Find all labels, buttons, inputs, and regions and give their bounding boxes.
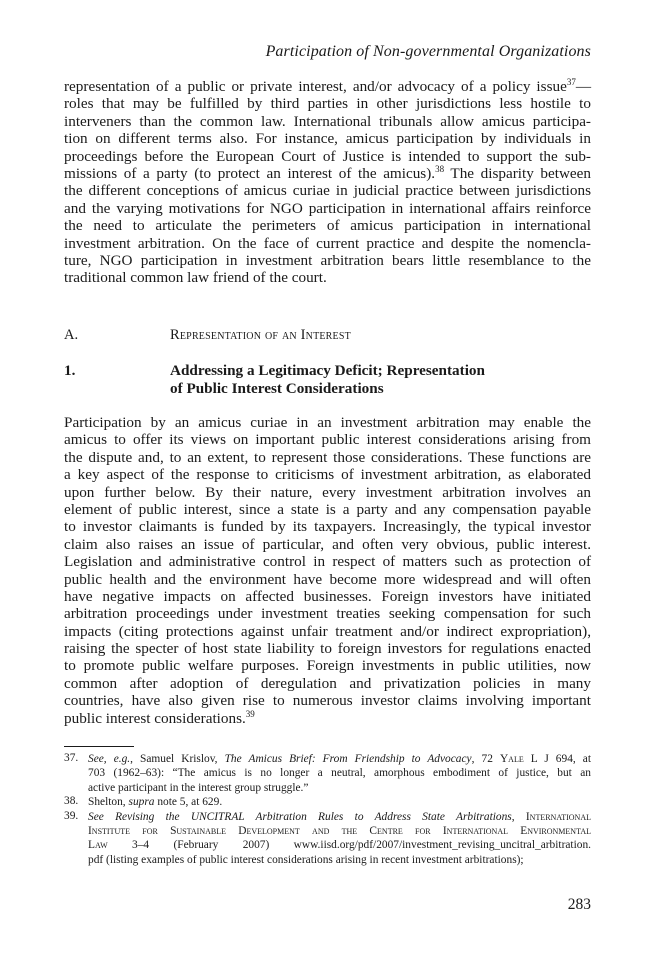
subsection-title: Addressing a Legitimacy Deficit; Representation of Public Interest Considerations [170, 362, 485, 397]
footnote-37: 37. See, e.g., Samuel Krislov, The Amicus Brief: From Friendship to Advocacy, 72 Yale L J 694, at 703 (1962–63): “The amicus is no longer a neutral, amorphous embodiment of justice, but an active participant in the interest group struggle.” [64, 752, 592, 794]
footnote-ref-37[interactable]: 37 [566, 77, 576, 87]
footnote-ref-38[interactable]: 38 [435, 163, 445, 174]
footnote-divider [64, 746, 134, 747]
text-line: the dispute and, to an extent, to represent those considerations. These functions are [64, 448, 591, 466]
text-line: have negative impacts on affected businesses. Foreign investors have initiated [64, 587, 591, 605]
footnote-ref-39[interactable]: 39 [245, 708, 255, 719]
running-head: Participation of Non-governmental Organizations [265, 43, 591, 60]
section-number: A. [64, 327, 79, 343]
text-line: traditional common law friend of the court. [64, 269, 327, 287]
text-line: to promote public welfare purposes. Foreign investments in public utilities, now [64, 657, 591, 675]
text-line: investment arbitration. On the face of current practice and despite the nomencla- [64, 234, 591, 252]
text-line: the need to articulate the perimeters of amicus participation in international [64, 217, 591, 235]
text-line: to investor claimants is funded by its taxpayers. Increasingly, the typical investor [64, 518, 591, 536]
text-line: arbitration proceedings under investment treaties seeking compensation for such [64, 605, 591, 623]
text-line: upon further below. By their nature, every investment arbitration involves an [64, 483, 591, 501]
text-line: Legislation and administrative control in respect of matters such as protection of [64, 553, 591, 571]
text-line: roles that may be fulfilled by third parties in other jurisdictions less hostile to [64, 95, 591, 113]
footnote-38: 38. Shelton, supra note 5, at 629. [64, 795, 223, 809]
text-line: missions of a party (to protect an interest of the amicus).$^{38}$ The disparity between [64, 163, 592, 182]
text-line: common after adoption of deregulation and privatization policies in many [64, 674, 591, 692]
text-line: element of public interest, since a state is a party and any compensation payable [64, 500, 591, 518]
text-line: a key aspect of the response to criticisms of investment arbitration, as elaborated [64, 466, 591, 484]
text-line: proceedings before the European Court of Justice is intended to support the sub- [64, 147, 591, 165]
text-line: tion on different terms also. For instance, amicus participation by individuals in [64, 130, 591, 148]
footnotes [64, 752, 591, 867]
text-line: raising the specter of host state liability to foreign investors for regulations enacted [64, 640, 591, 658]
footnote-39: 39. See Revising the UNCITRAL Arbitration Rules to Address State Arbitrations, International Institute for Sustainable Development and the Centre for International Environmental Law 3–4 (February 2007) www.iisd.org/pdf/2007/investment_revising_uncitral_arbitration. pdf (listing examples of public interest considerations arising in recent investment arbitrations); [64, 809, 591, 866]
text-line: ture, NGO participation in investment arbitration bears little resemblance to the [64, 251, 591, 269]
footnote-number: 38. [64, 795, 79, 808]
text-line: Participation by an amicus curiae in an investment arbitration may enable the [64, 414, 591, 431]
text-line: the different conceptions of amicus curiae in judicial practice between jurisdictions [64, 182, 591, 200]
text-line: public health and the environment have become more widespread and will often [64, 570, 591, 588]
paragraph-2 [64, 414, 591, 727]
text-line: representation of a public or private interest, and/or advocacy of a policy issue$^{37}$— [64, 77, 591, 95]
page-number: 283 [567, 896, 591, 913]
url-link: 3–4 (February 2007) www.iisd.org/pdf/2007/investment_revising_uncitral_arbitration. [107, 839, 591, 852]
footnote-number: 39. [64, 809, 79, 822]
paragraph-1 [64, 78, 591, 287]
text-line: interveners than the common law. International tribunals allow amicus participa- [64, 112, 591, 130]
text-line: and the varying motivations for NGO participation in international affairs reinforce [64, 199, 591, 217]
footnote-number: 37. [64, 752, 79, 764]
text-line: impacts (citing protections against unfair treatment and/or indirect expropriation), [64, 622, 591, 640]
subsection-number: 1. [64, 362, 76, 379]
text-line: public interest considerations.$^{39}$ [64, 708, 255, 727]
text-line: countries, have also given rise to numerous investor claims involving important [64, 692, 591, 710]
text-line: claim also raises an issue of particular, and often very obvious, public interest. [64, 535, 591, 553]
text-line: amicus to offer its views on important public interest considerations arising from [64, 431, 591, 449]
section-title: Representation of an Interest [170, 327, 351, 343]
